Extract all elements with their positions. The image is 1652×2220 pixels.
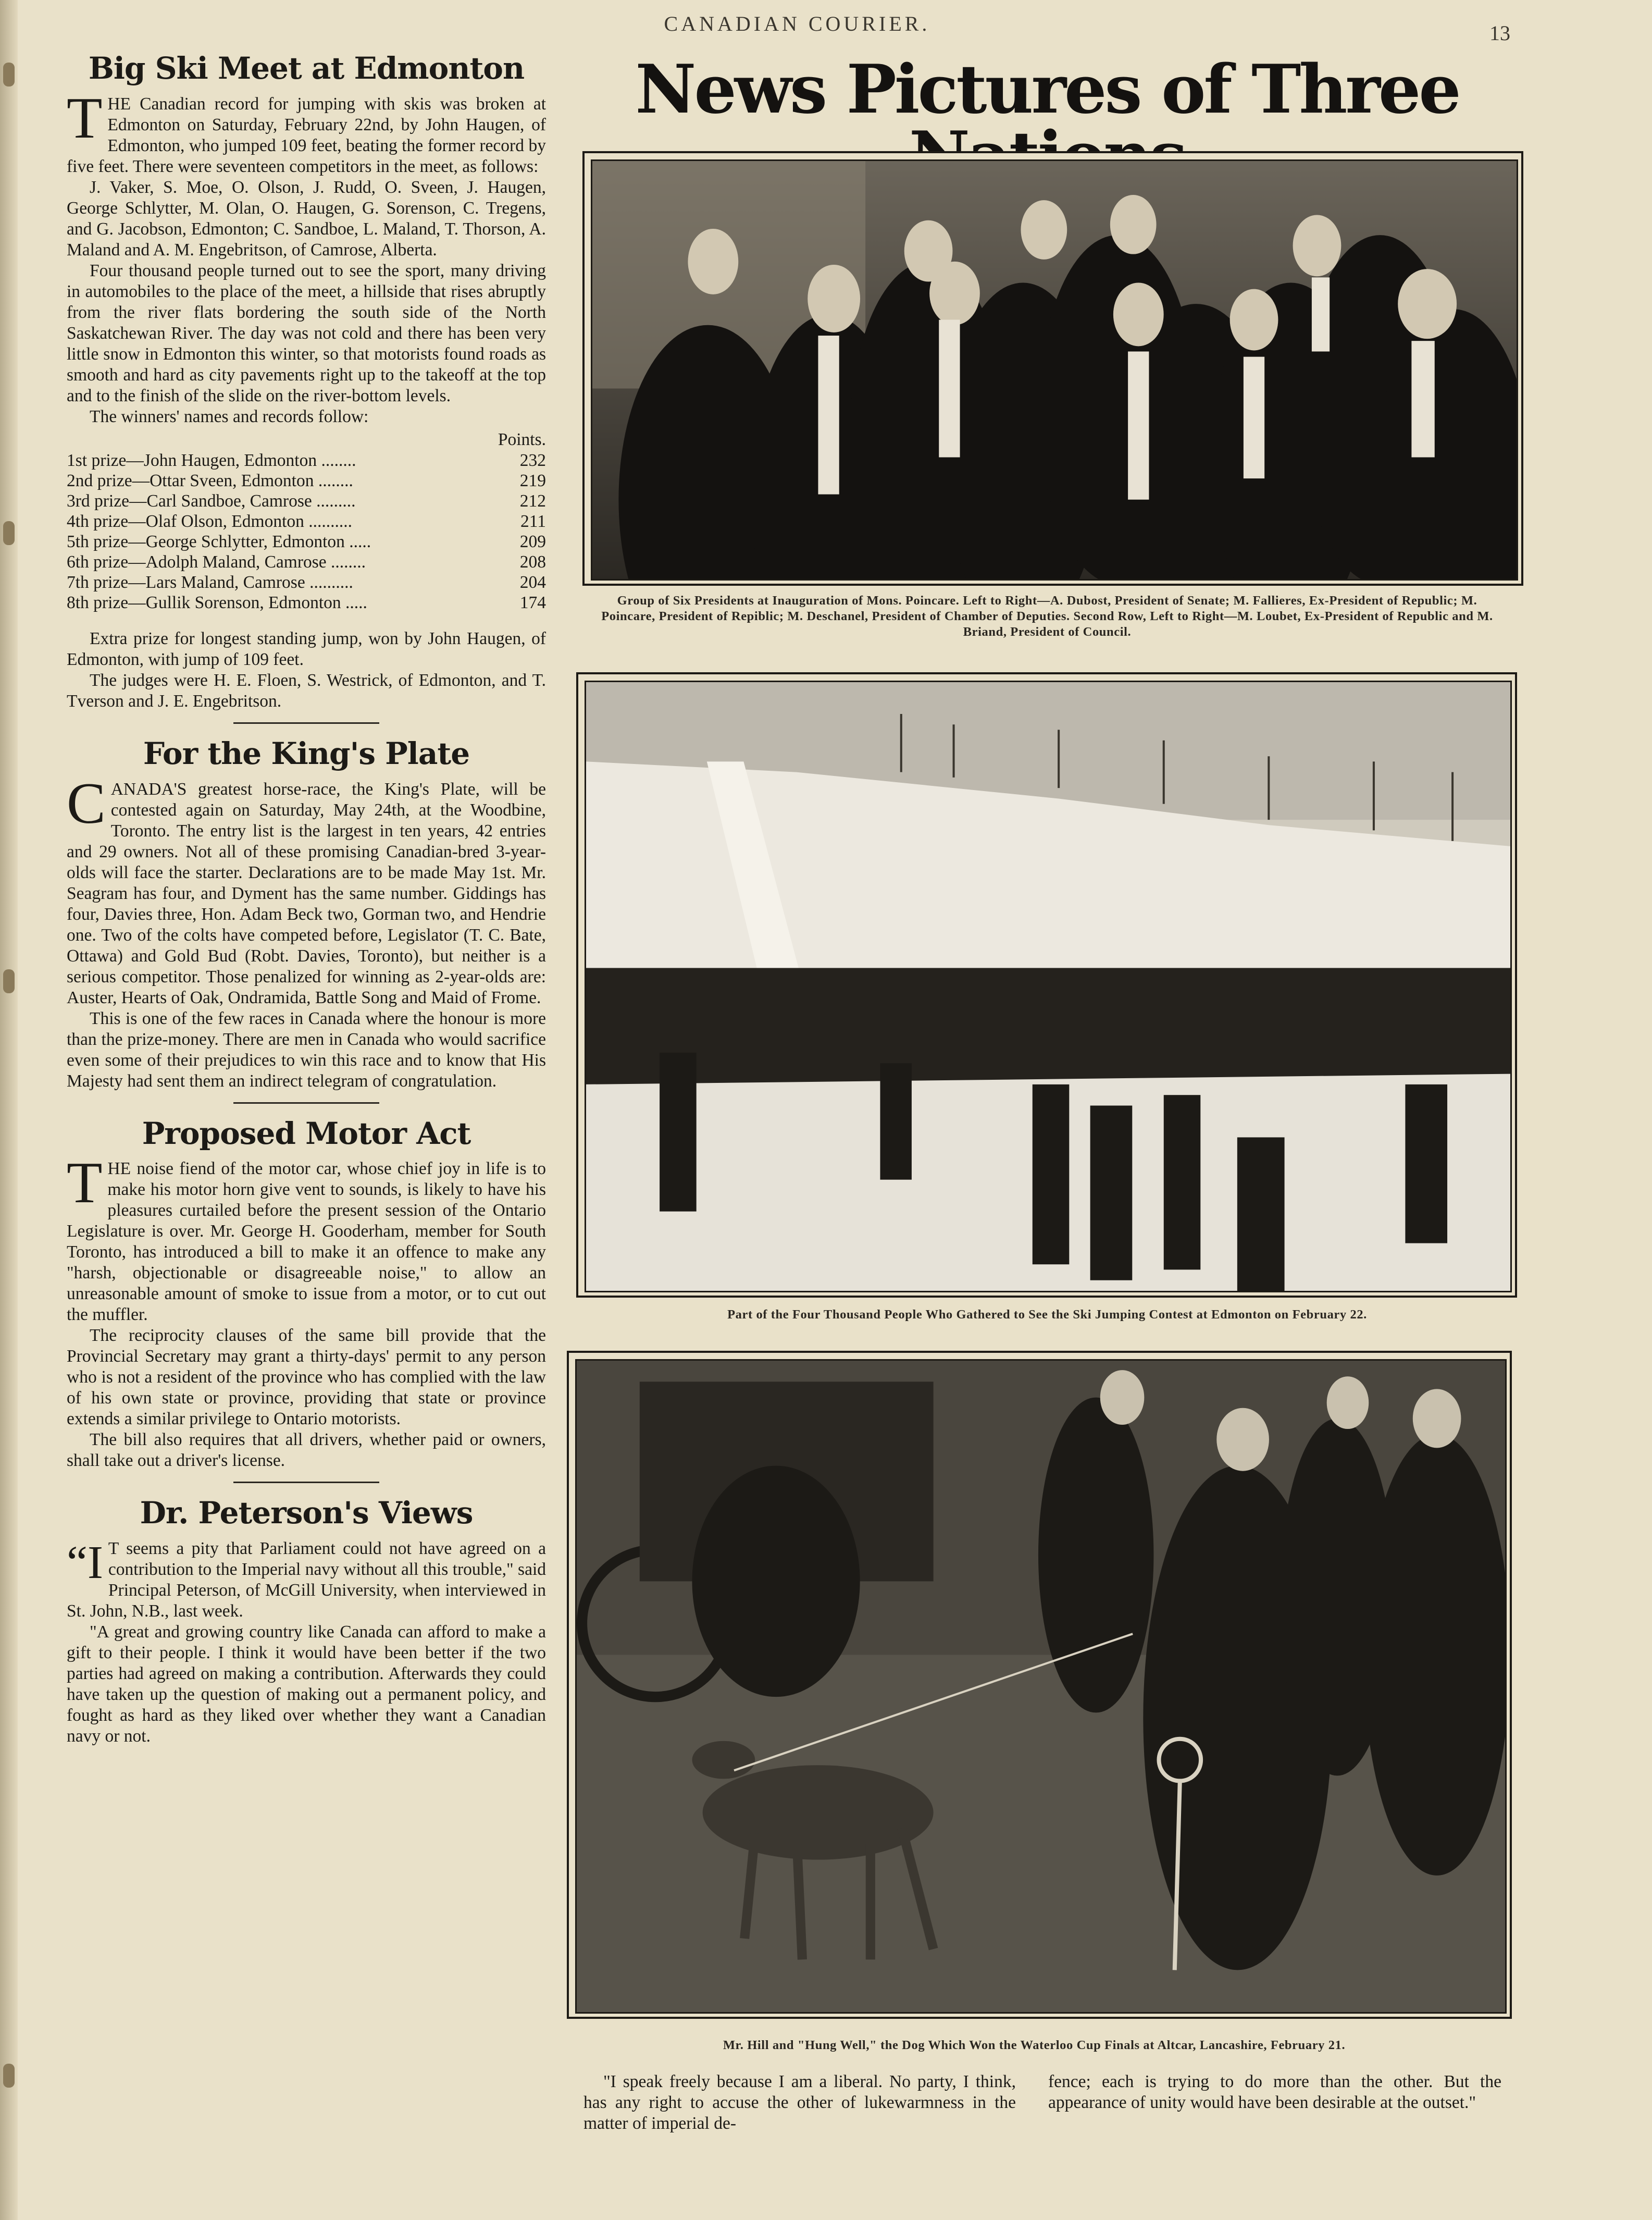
binding-hole <box>3 2064 15 2088</box>
dog-photo <box>575 1359 1507 2014</box>
table-row: 5th prize—George Schlytter, Edmonton ..... 209 <box>67 532 546 551</box>
kings-plate-article <box>67 737 546 1092</box>
drop-cap: T <box>67 1151 103 1216</box>
paragraph: Extra prize for longest standing jump, won by John Haugen, of Edmonton, with jump of 109 feet. <box>67 628 546 669</box>
ski-meet-article <box>67 52 546 712</box>
ski-crowd-photo <box>585 681 1512 1292</box>
peterson-continued-col2 <box>1048 2071 1501 2113</box>
motor-act-headline: Proposed Motor Act <box>142 1115 471 1151</box>
left-column <box>67 52 546 1747</box>
competitor-list: J. Vaker, S. Moe, O. Olson, J. Rudd, O. Sveen, J. Haugen, George Schlytter, M. Olan, O. Haugen, G. Sorenson, C. Tregens, and G. Jacobson, Edmonton; C. Sandboe, L. Maland, T. Thorson, A. Maland and A. M. Engebritson, of Camrose, Alberta. <box>67 177 546 260</box>
running-head: CANADIAN COURIER. <box>664 12 930 35</box>
banner-headline: News Pictures of Three <box>635 51 1459 129</box>
ski-crowd-image <box>586 682 1510 1291</box>
paragraph: The judges were H. E. Floen, S. Westrick, of Edmonton, and T. Tverson and J. E. Engebritson. <box>67 670 546 711</box>
kings-plate-headline: For the King's Plate <box>143 735 470 771</box>
table-row: 3rd prize—Carl Sandboe, Camrose ......... 212 <box>67 491 546 511</box>
section-divider <box>233 1102 379 1104</box>
paragraph: THE noise fiend of the motor car, whose chief joy in life is to make his motor horn give vent to sounds, is likely to have his pleasures curtailed before the present session of the Ontario Legislature is over. Mr. George H. Gooderham, member for South Toronto, has introduced a bill to make it an offence to make any "harsh, objectionable or disagreeable noise," to allow an unreasonable amount of smoke to issue from a motor, or to cut out the muffler. <box>67 1151 546 1325</box>
presidents-caption: Group of Six Presidents at Inauguration of Mons. Poincare. Left to Right—A. Dubost, President of Senate; M. Fallieres, Ex-President of Republic; M. Poincare, President of Repiblic; M. Deschanel, President of Chamber of Deputies. Second Row, Left to Right—M. Loubet, Ex-President of Republic and M. Briand, President of Council. <box>601 594 1493 639</box>
ski-crowd-caption: Part of the Four Thousand People Who Gathered to See the Ski Jumping Contest at Edmonton on February 22. <box>727 1308 1367 1322</box>
prize-table <box>67 429 546 613</box>
table-row: 4th prize—Olaf Olson, Edmonton .......... 211 <box>67 511 546 531</box>
presidents-photo-frame <box>582 151 1523 586</box>
ski-crowd-photo-frame <box>576 672 1517 1298</box>
page-number: 13 <box>1489 21 1510 45</box>
binding-edge <box>0 0 18 2220</box>
presidents-image <box>592 161 1517 579</box>
binding-hole <box>3 521 15 545</box>
drop-cap: C <box>67 771 106 836</box>
paragraph: “I T seems a pity that Parliament could not have agreed on a contribution to the Imperial navy without all this trouble," said Principal Peterson, of McGill University, when interviewed in St. John, N.B., last week. <box>67 1537 546 1621</box>
table-row: 7th prize—Lars Maland, Camrose .......... 204 <box>67 572 546 592</box>
table-row: 2nd prize—Ottar Sveen, Edmonton ........ 219 <box>67 471 546 490</box>
peterson-headline: Dr. Peterson's Views <box>140 1495 473 1531</box>
presidents-photo <box>591 159 1518 581</box>
paragraph: "A great and growing country like Canada can afford to make a gift to their people. I think it would have been better if the two parties had agreed on making a contribution. Afterwards they could have taken up the question of making out a permanent policy, and fought as hard as they liked over whether they want a Canadian navy or not. <box>67 1622 546 1746</box>
dog-photo-frame <box>567 1351 1512 2019</box>
paragraph: The reciprocity clauses of the same bill provide that the Provincial Secretary may grant a thirty-days' permit to any person who is not a resident of the province who has complied with the law of his own state or province, providing that state or province extends a similar privilege to Ontario motorists. <box>67 1326 546 1429</box>
ski-meet-headline: Big Ski Meet at Edmonton <box>88 51 525 86</box>
binding-hole <box>3 969 15 993</box>
paragraph: CANADA'S greatest horse-race, the King's Plate, will be contested again on Saturday, May 24th, at the Woodbine, Toronto. The entry list is the largest in ten years, 42 entries and 29 owners. Not all of these promising Canadian-bred 3-year-olds will face the starter. Declarations are to be made May 1st. Mr. Seagram has four, and Dyment has the same number. Giddings has four, Davies three, Hon. Adam Beck two, Gorman two, and Hendrie one. Two of the colts have competed before, Legislator (T. C. Bate, Ottawa) and Gold Bud (Robt. Davies, Toronto), but neither is a serious competitor. Those penalized for winning as 2-year-olds are: Auster, Hearts of Oak, Ondramida, Battle Song and Maid of Frome. <box>67 771 546 1007</box>
paragraph: This is one of the few races in Canada where the honour is more than the prize-money. There are men in Canada who would sacrifice even some of their prejudices to win this race and to know that His Majesty had sent them an indirect telegram of congratulation. <box>67 1008 546 1091</box>
paragraph: "I speak freely because I am a liberal. No party, I think, has any right to accuse the other of lukewarmness in the matter of imperial de- <box>583 2072 1016 2133</box>
motor-act-article <box>67 1117 546 1472</box>
dog-caption: Mr. Hill and "Hung Well," the Dog Which Won the Waterloo Cup Finals at Altcar, Lancashire, February 21. <box>723 2038 1346 2052</box>
dog-image <box>577 1361 1505 2012</box>
points-header: Points. <box>498 429 546 449</box>
table-row: 6th prize—Adolph Maland, Camrose ........ 208 <box>67 552 546 572</box>
binding-hole <box>3 63 15 87</box>
paragraph: THE Canadian record for jumping with skis was broken at Edmonton on Saturday, February 22nd, by John Haugen, of Edmonton, who jumped 109 feet, beating the former record by five feet. There were seventeen competitors in the meet, as follows: <box>67 85 546 176</box>
drop-cap: “I <box>67 1537 103 1589</box>
peterson-article <box>67 1497 546 1747</box>
section-divider <box>233 1482 379 1483</box>
table-row: 8th prize—Gullik Sorenson, Edmonton ..... 174 <box>67 593 546 612</box>
table-row: 1st prize—John Haugen, Edmonton ........ 232 <box>67 450 546 470</box>
peterson-continued-col1 <box>583 2071 1016 2134</box>
section-divider <box>233 722 379 724</box>
paragraph: The bill also requires that all drivers, whether paid or owners, shall take out a driver's license. <box>67 1430 546 1471</box>
paragraph: Four thousand people turned out to see the sport, many driving in automobiles to the place of the meet, a hillside that rises abruptly from the river flats bordering the south side of the North Saskatchewan River. The day was not cold and there has been very little snow in Edmonton this winter, so that motorists found roads as smooth and hard as city pavements right up to the takeoff at the top and to the finish of the slide on the river-bottom levels. <box>67 261 546 405</box>
paragraph: The winners' names and records follow: <box>90 406 369 426</box>
paragraph: fence; each is trying to do more than the other. But the appearance of unity would have been desirable at the outset." <box>1048 2072 1501 2112</box>
drop-cap: T <box>67 85 103 151</box>
